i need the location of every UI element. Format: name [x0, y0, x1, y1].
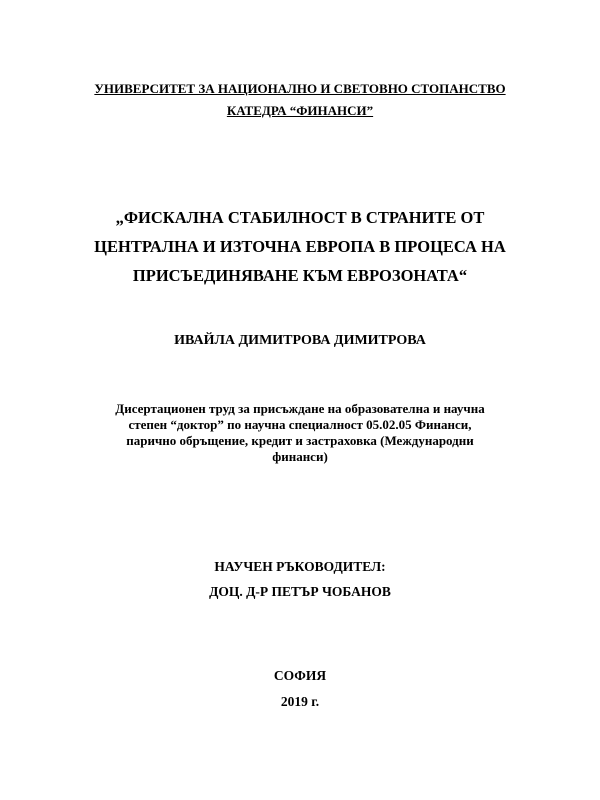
dissertation-title	[60, 203, 540, 290]
title-line: „ФИСКАЛНА СТАБИЛНОСТ В СТРАНИТЕ ОТ	[115, 208, 485, 227]
department-name: КАТЕДРА “ФИНАНСИ”	[226, 103, 374, 118]
supervisor-label: НАУЧЕН РЪКОВОДИТЕЛ:	[214, 559, 386, 574]
title-line: ПРИСЪЕДИНЯВАНЕ КЪМ ЕВРОЗОНАТА“	[132, 266, 468, 285]
university-name: УНИВЕРСИТЕТ ЗА НАЦИОНАЛНО И СВЕТОВНО СТОПАНСТВО	[94, 81, 506, 96]
description-line: Дисертационен труд за присъждане на образователна и научна	[115, 401, 485, 416]
description-line: степен “доктор” по научна специалност 05.02.05 Финанси,	[128, 417, 472, 432]
dissertation-description	[108, 401, 492, 465]
description-line: финанси)	[272, 449, 328, 464]
supervisor-name: ДОЦ. Д-Р ПЕТЪР ЧОБАНОВ	[209, 584, 391, 599]
author-name: ИВАЙЛА ДИМИТРОВА ДИМИТРОВА	[174, 333, 426, 348]
year: 2019 г.	[280, 694, 320, 709]
description-line: парично обръщение, кредит и застраховка (Международни	[126, 433, 474, 448]
title-line: ЦЕНТРАЛНА И ИЗТОЧНА ЕВРОПА В ПРОЦЕСА НА	[94, 237, 506, 256]
city: СОФИЯ	[273, 668, 327, 683]
